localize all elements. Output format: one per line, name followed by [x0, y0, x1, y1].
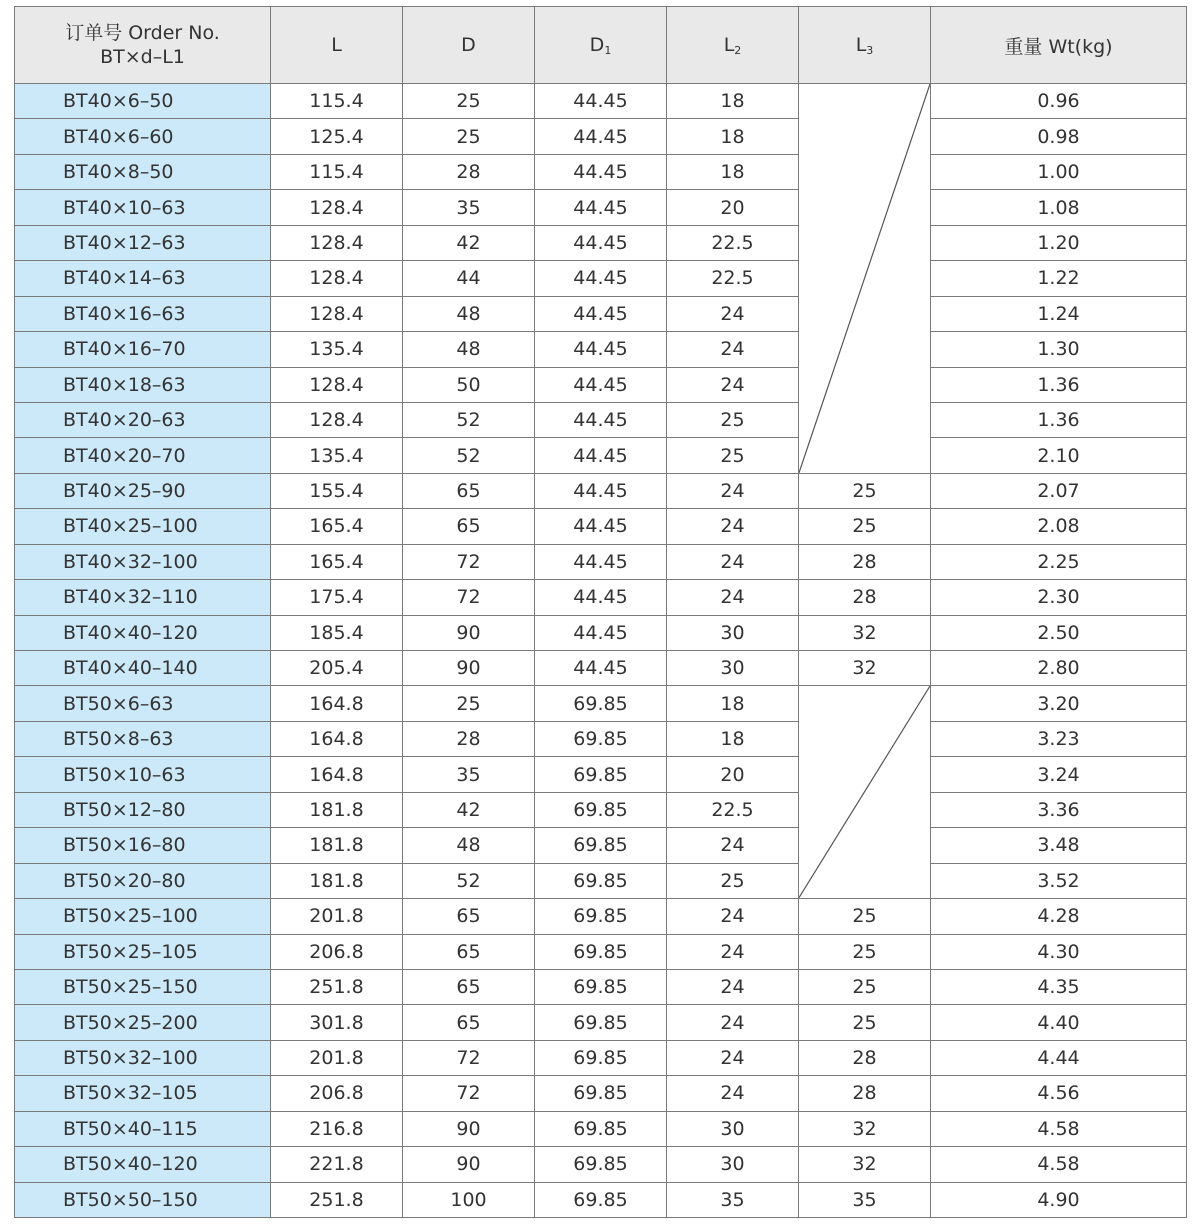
- cell-l: 128.4: [271, 296, 403, 331]
- cell-d1: 44.45: [535, 119, 667, 154]
- cell-d: 42: [403, 225, 535, 260]
- table-row: [15, 1147, 1187, 1182]
- cell-l3: 32: [799, 651, 931, 686]
- cell-l: 128.4: [271, 261, 403, 296]
- cell-d1: 69.85: [535, 1147, 667, 1182]
- cell-l2: 18: [667, 84, 799, 119]
- cell-order-no: BT40×32–100: [15, 544, 271, 579]
- cell-l: 181.8: [271, 863, 403, 898]
- cell-weight: 3.23: [931, 721, 1187, 756]
- table-row: [15, 438, 1187, 473]
- cell-weight: 4.28: [931, 899, 1187, 934]
- cell-l3: 28: [799, 544, 931, 579]
- cell-d: 65: [403, 509, 535, 544]
- header-l: L: [271, 7, 403, 84]
- cell-l2: 30: [667, 615, 799, 650]
- cell-order-no: BT50×25–200: [15, 1005, 271, 1040]
- table-row: [15, 367, 1187, 402]
- cell-l: 128.4: [271, 190, 403, 225]
- cell-l2: 24: [667, 1076, 799, 1111]
- cell-l2: 24: [667, 1040, 799, 1075]
- cell-order-no: BT40×16–63: [15, 296, 271, 331]
- cell-l2: 24: [667, 899, 799, 934]
- cell-d: 90: [403, 651, 535, 686]
- cell-l: 251.8: [271, 1182, 403, 1217]
- cell-d1: 44.45: [535, 651, 667, 686]
- cell-l2: 24: [667, 828, 799, 863]
- cell-l: 128.4: [271, 225, 403, 260]
- cell-l3: 25: [799, 899, 931, 934]
- cell-weight: 2.30: [931, 580, 1187, 615]
- cell-l3: 28: [799, 1040, 931, 1075]
- cell-d: 48: [403, 828, 535, 863]
- cell-d: 65: [403, 473, 535, 508]
- cell-l: 201.8: [271, 899, 403, 934]
- table-row: [15, 1111, 1187, 1146]
- cell-order-no: BT50×40–120: [15, 1147, 271, 1182]
- cell-l2: 24: [667, 580, 799, 615]
- cell-weight: 1.08: [931, 190, 1187, 225]
- cell-l: 164.8: [271, 757, 403, 792]
- cell-weight: 1.00: [931, 154, 1187, 189]
- table-row: [15, 580, 1187, 615]
- cell-weight: 1.22: [931, 261, 1187, 296]
- cell-d1: 44.45: [535, 190, 667, 225]
- cell-d: 72: [403, 580, 535, 615]
- cell-d1: 44.45: [535, 367, 667, 402]
- header-l3: [799, 7, 931, 84]
- cell-l2: 30: [667, 651, 799, 686]
- cell-d1: 44.45: [535, 296, 667, 331]
- table-row: [15, 544, 1187, 579]
- cell-weight: 1.20: [931, 225, 1187, 260]
- cell-weight: 3.36: [931, 792, 1187, 827]
- cell-l3-not-applicable: [799, 84, 931, 474]
- cell-order-no: BT40×6–50: [15, 84, 271, 119]
- cell-d1: 44.45: [535, 615, 667, 650]
- cell-order-no: BT40×14–63: [15, 261, 271, 296]
- cell-weight: 1.24: [931, 296, 1187, 331]
- cell-d: 90: [403, 615, 535, 650]
- table-row: [15, 296, 1187, 331]
- table-row: [15, 402, 1187, 437]
- cell-d: 65: [403, 899, 535, 934]
- cell-l2: 18: [667, 686, 799, 721]
- cell-order-no: BT50×32–105: [15, 1076, 271, 1111]
- cell-l: 206.8: [271, 1076, 403, 1111]
- cell-l3: 25: [799, 1005, 931, 1040]
- cell-order-no: BT40×40–140: [15, 651, 271, 686]
- cell-d1: 44.45: [535, 225, 667, 260]
- cell-l3: 28: [799, 1076, 931, 1111]
- diagonal-slash-icon: [799, 686, 930, 898]
- table-row: [15, 1005, 1187, 1040]
- cell-order-no: BT40×20–63: [15, 402, 271, 437]
- cell-weight: 4.35: [931, 969, 1187, 1004]
- cell-l3-not-applicable: [799, 686, 931, 899]
- cell-l3: 25: [799, 509, 931, 544]
- cell-l: 221.8: [271, 1147, 403, 1182]
- cell-l: 165.4: [271, 544, 403, 579]
- cell-weight: 4.90: [931, 1182, 1187, 1217]
- cell-weight: 2.10: [931, 438, 1187, 473]
- cell-order-no: BT50×12–80: [15, 792, 271, 827]
- cell-l2: 24: [667, 544, 799, 579]
- header-d1: [535, 7, 667, 84]
- cell-weight: 3.24: [931, 757, 1187, 792]
- cell-l2: 22.5: [667, 261, 799, 296]
- cell-d: 25: [403, 686, 535, 721]
- cell-l2: 35: [667, 1182, 799, 1217]
- table-row: [15, 615, 1187, 650]
- cell-l3: 25: [799, 473, 931, 508]
- cell-weight: 4.40: [931, 1005, 1187, 1040]
- cell-d1: 44.45: [535, 580, 667, 615]
- table-row: [15, 261, 1187, 296]
- cell-weight: 4.44: [931, 1040, 1187, 1075]
- cell-l2: 25: [667, 863, 799, 898]
- cell-l: 185.4: [271, 615, 403, 650]
- cell-l2: 25: [667, 402, 799, 437]
- cell-l3: 32: [799, 1147, 931, 1182]
- cell-d: 65: [403, 1005, 535, 1040]
- cell-l2: 22.5: [667, 225, 799, 260]
- header-order-no: [15, 7, 271, 84]
- cell-l2: 24: [667, 969, 799, 1004]
- cell-l3: 25: [799, 934, 931, 969]
- cell-weight: 2.25: [931, 544, 1187, 579]
- cell-order-no: BT50×8–63: [15, 721, 271, 756]
- cell-d1: 69.85: [535, 969, 667, 1004]
- cell-l: 201.8: [271, 1040, 403, 1075]
- header-l2: [667, 7, 799, 84]
- cell-l: 125.4: [271, 119, 403, 154]
- table-row: [15, 757, 1187, 792]
- cell-d: 52: [403, 438, 535, 473]
- cell-order-no: BT40×32–110: [15, 580, 271, 615]
- cell-d1: 69.85: [535, 792, 667, 827]
- cell-l3: 28: [799, 580, 931, 615]
- table-row: [15, 686, 1187, 721]
- cell-weight: 3.52: [931, 863, 1187, 898]
- table-row: [15, 1076, 1187, 1111]
- cell-l3: 32: [799, 615, 931, 650]
- cell-l2: 18: [667, 154, 799, 189]
- cell-weight: 0.98: [931, 119, 1187, 154]
- cell-l: 164.8: [271, 721, 403, 756]
- table-row: [15, 332, 1187, 367]
- cell-l2: 22.5: [667, 792, 799, 827]
- cell-weight: 2.50: [931, 615, 1187, 650]
- cell-d1: 69.85: [535, 1005, 667, 1040]
- cell-d: 48: [403, 332, 535, 367]
- header-l3-base: L: [855, 33, 867, 56]
- cell-l2: 20: [667, 190, 799, 225]
- cell-order-no: BT40×25–90: [15, 473, 271, 508]
- cell-d1: 69.85: [535, 686, 667, 721]
- cell-l2: 24: [667, 509, 799, 544]
- cell-d1: 69.85: [535, 1182, 667, 1217]
- cell-l: 128.4: [271, 402, 403, 437]
- cell-l: 216.8: [271, 1111, 403, 1146]
- cell-d: 72: [403, 544, 535, 579]
- cell-weight: 4.58: [931, 1147, 1187, 1182]
- cell-l: 301.8: [271, 1005, 403, 1040]
- header-row: [15, 7, 1187, 84]
- cell-l: 175.4: [271, 580, 403, 615]
- table-row: [15, 473, 1187, 508]
- header-l3-sub: 3: [866, 43, 874, 57]
- cell-l: 128.4: [271, 367, 403, 402]
- cell-l: 206.8: [271, 934, 403, 969]
- cell-d: 90: [403, 1111, 535, 1146]
- cell-l2: 24: [667, 367, 799, 402]
- cell-d: 28: [403, 154, 535, 189]
- cell-l: 115.4: [271, 84, 403, 119]
- cell-d: 25: [403, 119, 535, 154]
- cell-order-no: BT50×20–80: [15, 863, 271, 898]
- cell-d: 90: [403, 1147, 535, 1182]
- cell-weight: 2.80: [931, 651, 1187, 686]
- spec-table-container: [14, 6, 1186, 1218]
- cell-l2: 18: [667, 721, 799, 756]
- cell-d: 50: [403, 367, 535, 402]
- cell-d1: 69.85: [535, 863, 667, 898]
- cell-l: 181.8: [271, 828, 403, 863]
- cell-d: 44: [403, 261, 535, 296]
- cell-d: 35: [403, 190, 535, 225]
- header-l2-sub: 2: [734, 43, 742, 57]
- table-row: [15, 721, 1187, 756]
- cell-l2: 24: [667, 473, 799, 508]
- cell-l2: 30: [667, 1147, 799, 1182]
- cell-d1: 69.85: [535, 1076, 667, 1111]
- cell-d: 25: [403, 84, 535, 119]
- cell-order-no: BT40×10–63: [15, 190, 271, 225]
- cell-weight: 1.36: [931, 402, 1187, 437]
- cell-order-no: BT40×18–63: [15, 367, 271, 402]
- cell-d1: 69.85: [535, 721, 667, 756]
- cell-d: 65: [403, 934, 535, 969]
- table-row: [15, 863, 1187, 898]
- cell-d1: 44.45: [535, 438, 667, 473]
- cell-order-no: BT50×40–115: [15, 1111, 271, 1146]
- cell-l2: 24: [667, 1005, 799, 1040]
- table-row: [15, 225, 1187, 260]
- cell-l: 115.4: [271, 154, 403, 189]
- cell-l2: 24: [667, 934, 799, 969]
- cell-d: 100: [403, 1182, 535, 1217]
- cell-order-no: BT40×12–63: [15, 225, 271, 260]
- table-row: [15, 119, 1187, 154]
- cell-l2: 30: [667, 1111, 799, 1146]
- table-row: [15, 828, 1187, 863]
- cell-d1: 69.85: [535, 757, 667, 792]
- cell-d1: 44.45: [535, 402, 667, 437]
- cell-order-no: BT40×25–100: [15, 509, 271, 544]
- cell-l2: 24: [667, 332, 799, 367]
- header-weight: 重量 Wt(kg): [931, 7, 1187, 84]
- cell-d: 65: [403, 969, 535, 1004]
- cell-l: 165.4: [271, 509, 403, 544]
- header-order-no-line1: 订单号 Order No.: [65, 22, 220, 44]
- cell-d1: 44.45: [535, 473, 667, 508]
- cell-order-no: BT50×32–100: [15, 1040, 271, 1075]
- diagonal-slash-icon: [799, 84, 930, 473]
- cell-l2: 25: [667, 438, 799, 473]
- header-d: D: [403, 7, 535, 84]
- cell-order-no: BT50×25–105: [15, 934, 271, 969]
- cell-order-no: BT40×16–70: [15, 332, 271, 367]
- cell-d1: 69.85: [535, 828, 667, 863]
- cell-weight: 4.30: [931, 934, 1187, 969]
- cell-order-no: BT50×10–63: [15, 757, 271, 792]
- cell-d1: 69.85: [535, 899, 667, 934]
- cell-l: 181.8: [271, 792, 403, 827]
- cell-d1: 69.85: [535, 1111, 667, 1146]
- table-body: [15, 84, 1187, 1218]
- cell-order-no: BT50×25–100: [15, 899, 271, 934]
- table-row: [15, 792, 1187, 827]
- cell-order-no: BT40×6–60: [15, 119, 271, 154]
- table-row: [15, 651, 1187, 686]
- cell-l: 135.4: [271, 438, 403, 473]
- table-row: [15, 154, 1187, 189]
- cell-weight: 1.30: [931, 332, 1187, 367]
- cell-d1: 44.45: [535, 261, 667, 296]
- cell-l3: 35: [799, 1182, 931, 1217]
- cell-d: 72: [403, 1040, 535, 1075]
- table-row: [15, 969, 1187, 1004]
- cell-weight: 3.48: [931, 828, 1187, 863]
- header-d1-base: D: [589, 33, 605, 56]
- cell-d1: 44.45: [535, 154, 667, 189]
- cell-d1: 44.45: [535, 84, 667, 119]
- cell-d1: 69.85: [535, 934, 667, 969]
- cell-weight: 1.36: [931, 367, 1187, 402]
- cell-d: 52: [403, 863, 535, 898]
- cell-d: 48: [403, 296, 535, 331]
- cell-order-no: BT40×20–70: [15, 438, 271, 473]
- cell-order-no: BT50×16–80: [15, 828, 271, 863]
- table-row: [15, 190, 1187, 225]
- cell-d1: 44.45: [535, 544, 667, 579]
- cell-d: 42: [403, 792, 535, 827]
- cell-order-no: BT50×50–150: [15, 1182, 271, 1217]
- table-row: [15, 509, 1187, 544]
- cell-l: 155.4: [271, 473, 403, 508]
- table-row: [15, 899, 1187, 934]
- cell-l2: 18: [667, 119, 799, 154]
- cell-order-no: BT50×25–150: [15, 969, 271, 1004]
- cell-d1: 44.45: [535, 509, 667, 544]
- cell-l3: 25: [799, 969, 931, 1004]
- header-order-no-line2: BT×d–L1: [100, 46, 185, 68]
- cell-weight: 2.07: [931, 473, 1187, 508]
- cell-d: 52: [403, 402, 535, 437]
- cell-l3: 32: [799, 1111, 931, 1146]
- cell-weight: 4.56: [931, 1076, 1187, 1111]
- cell-d1: 69.85: [535, 1040, 667, 1075]
- cell-order-no: BT40×8–50: [15, 154, 271, 189]
- table-row: [15, 1182, 1187, 1217]
- header-l2-base: L: [723, 33, 735, 56]
- cell-l2: 20: [667, 757, 799, 792]
- cell-d: 72: [403, 1076, 535, 1111]
- cell-d: 28: [403, 721, 535, 756]
- cell-weight: 2.08: [931, 509, 1187, 544]
- header-d1-sub: 1: [604, 43, 612, 57]
- table-row: [15, 934, 1187, 969]
- cell-d: 35: [403, 757, 535, 792]
- cell-weight: 4.58: [931, 1111, 1187, 1146]
- cell-order-no: BT50×6–63: [15, 686, 271, 721]
- table-row: [15, 84, 1187, 119]
- cell-l: 164.8: [271, 686, 403, 721]
- cell-l: 135.4: [271, 332, 403, 367]
- cell-weight: 0.96: [931, 84, 1187, 119]
- cell-l2: 24: [667, 296, 799, 331]
- cell-order-no: BT40×40–120: [15, 615, 271, 650]
- cell-weight: 3.20: [931, 686, 1187, 721]
- cell-d1: 44.45: [535, 332, 667, 367]
- table-row: [15, 1040, 1187, 1075]
- spec-table: [14, 6, 1187, 1218]
- cell-l: 251.8: [271, 969, 403, 1004]
- cell-l: 205.4: [271, 651, 403, 686]
